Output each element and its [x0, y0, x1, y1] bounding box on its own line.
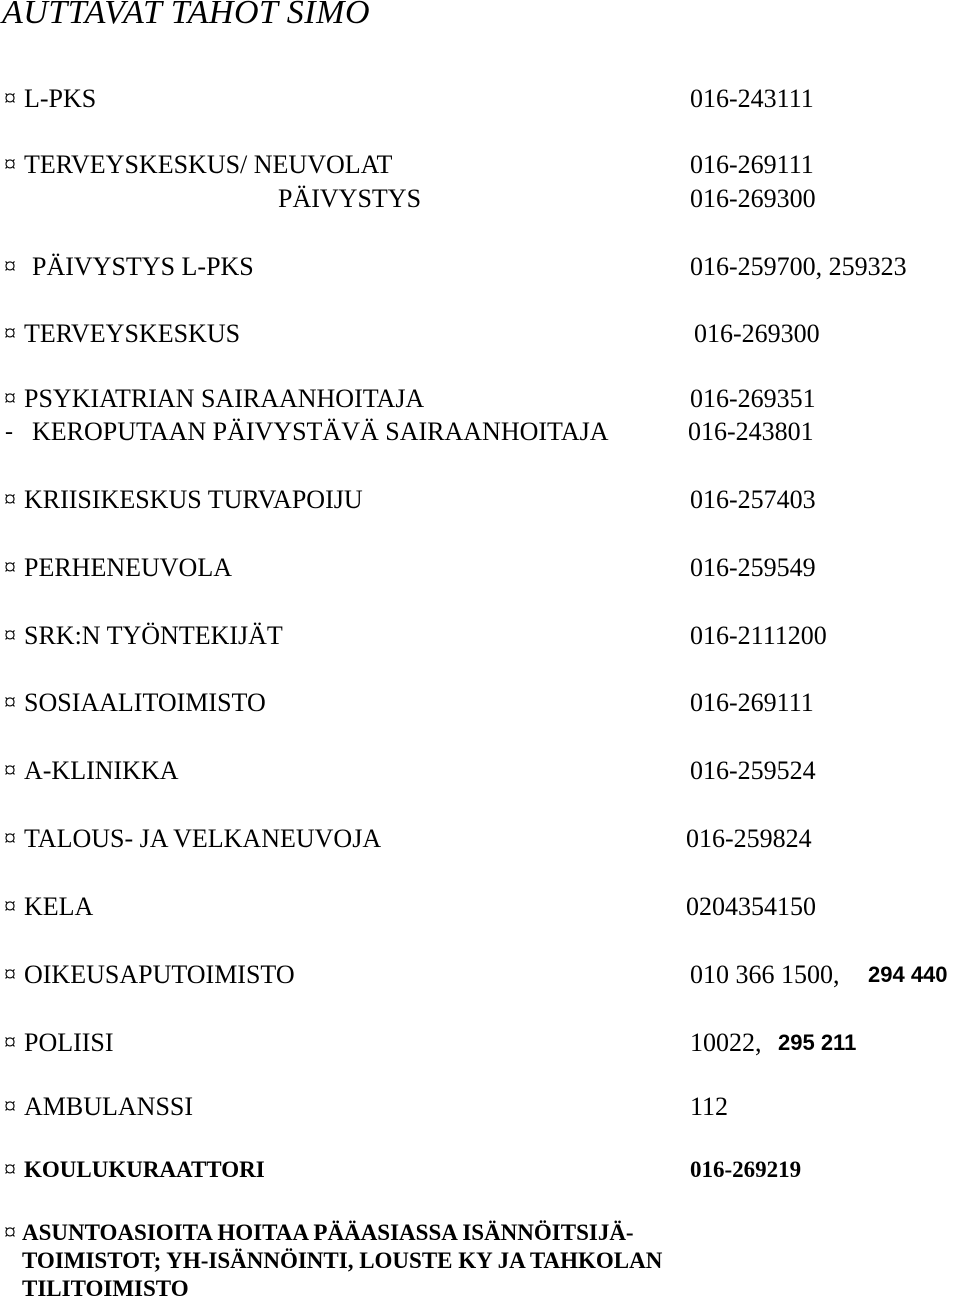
entry-label: A-KLINIKKA: [24, 756, 179, 785]
entry-label: KEROPUTAAN PÄIVYSTÄVÄ SAIRAANHOITAJA: [32, 417, 609, 446]
bullet-icon: ¤: [4, 254, 16, 280]
entry-label: L-PKS: [24, 84, 97, 113]
entry-number: 016-243801: [688, 417, 814, 446]
list-item: [0, 960, 960, 990]
bullet-icon: ¤: [4, 1030, 16, 1056]
dash-prefix: -: [5, 419, 13, 445]
entry-number: 016-259549: [690, 553, 816, 582]
list-item: [0, 1155, 960, 1185]
entry-number: 016-269300: [694, 319, 820, 348]
bullet-icon: ¤: [4, 86, 16, 112]
list-item: [0, 756, 960, 786]
entry-number: 112: [690, 1092, 729, 1121]
entry-label: PERHENEUVOLA: [24, 553, 232, 582]
entry-label: KOULUKURAATTORI: [24, 1157, 265, 1182]
list-item: [0, 319, 960, 349]
list-item: [0, 892, 960, 922]
entry-number: 010 366 1500,: [690, 960, 840, 989]
entry-label: PÄIVYSTYS: [278, 184, 422, 213]
bullet-icon: ¤: [4, 962, 16, 988]
entry-label: TALOUS- JA VELKANEUVOJA: [24, 824, 382, 853]
entry-number: 016-259824: [686, 824, 812, 853]
list-item: [0, 417, 960, 447]
entry-label: SOSIAALITOIMISTO: [24, 688, 266, 717]
list-item: [0, 184, 960, 214]
bullet-icon: ¤: [4, 1157, 16, 1183]
bullet-icon: ¤: [4, 487, 16, 513]
entry-label: KRIISIKESKUS TURVAPOIJU: [24, 485, 363, 514]
list-item: [0, 384, 960, 414]
bullet-icon: ¤: [4, 826, 16, 852]
bullet-icon: ¤: [4, 321, 16, 347]
entry-label: PSYKIATRIAN SAIRAANHOITAJA: [24, 384, 425, 413]
page-title: AUTTAVAT TAHOT SIMO: [2, 0, 370, 31]
entry-label: KELA: [24, 892, 94, 921]
entry-number: 016-269111: [690, 688, 814, 717]
list-item: [0, 824, 960, 854]
list-item: [0, 688, 960, 718]
housing-note: [0, 1218, 960, 1304]
entry-number: 016-257403: [690, 485, 816, 514]
entry-label: SRK:N TYÖNTEKIJÄT: [24, 621, 283, 650]
entry-number: 10022,: [690, 1028, 762, 1057]
entry-label: AMBULANSSI: [24, 1092, 194, 1121]
bullet-icon: ¤: [4, 1094, 16, 1120]
bullet-icon: ¤: [4, 690, 16, 716]
list-item: [0, 84, 960, 114]
list-item: [0, 553, 960, 583]
entry-label: TERVEYSKESKUS/ NEUVOLAT: [24, 150, 393, 179]
entry-label: POLIISI: [24, 1028, 114, 1057]
entry-number: 016-2111200: [690, 621, 827, 650]
list-item: [0, 1092, 960, 1122]
bullet-icon: ¤: [4, 555, 16, 581]
entry-extra-number: 295 211: [778, 1030, 857, 1055]
entry-label: PÄIVYSTYS L-PKS: [32, 252, 254, 281]
entry-number: 0204354150: [686, 892, 816, 921]
entry-number: 016-269351: [690, 384, 816, 413]
bullet-icon: ¤: [4, 386, 16, 412]
list-item: [0, 252, 960, 282]
entry-number: 016-269111: [690, 150, 814, 179]
list-item: [0, 1028, 960, 1058]
entry-label: OIKEUSAPUTOIMISTO: [24, 960, 295, 989]
entry-extra-number: 294 440: [868, 962, 948, 987]
list-item: [0, 621, 960, 651]
bullet-icon: ¤: [4, 152, 16, 178]
list-item: [0, 485, 960, 515]
housing-note-line-1: ASUNTOASIOITA HOITAA PÄÄASIASSA ISÄNNÖITSIJÄ-: [22, 1220, 634, 1245]
entry-number: 016-259524: [690, 756, 816, 785]
bullet-icon: ¤: [4, 894, 16, 920]
entry-number: 016-259700, 259323: [690, 252, 907, 281]
housing-note-line-3: TILITOIMISTO: [22, 1276, 189, 1301]
entry-number: 016-243111: [690, 84, 814, 113]
entry-label: TERVEYSKESKUS: [24, 319, 241, 348]
bullet-icon: ¤: [4, 1220, 16, 1246]
bullet-icon: ¤: [4, 623, 16, 649]
housing-note-line-2: TOIMISTOT; YH-ISÄNNÖINTI, LOUSTE KY JA TAHKOLAN: [22, 1248, 663, 1273]
entry-number: 016-269219: [690, 1157, 802, 1182]
bullet-icon: ¤: [4, 758, 16, 784]
entry-number: 016-269300: [690, 184, 816, 213]
list-item: [0, 150, 960, 180]
